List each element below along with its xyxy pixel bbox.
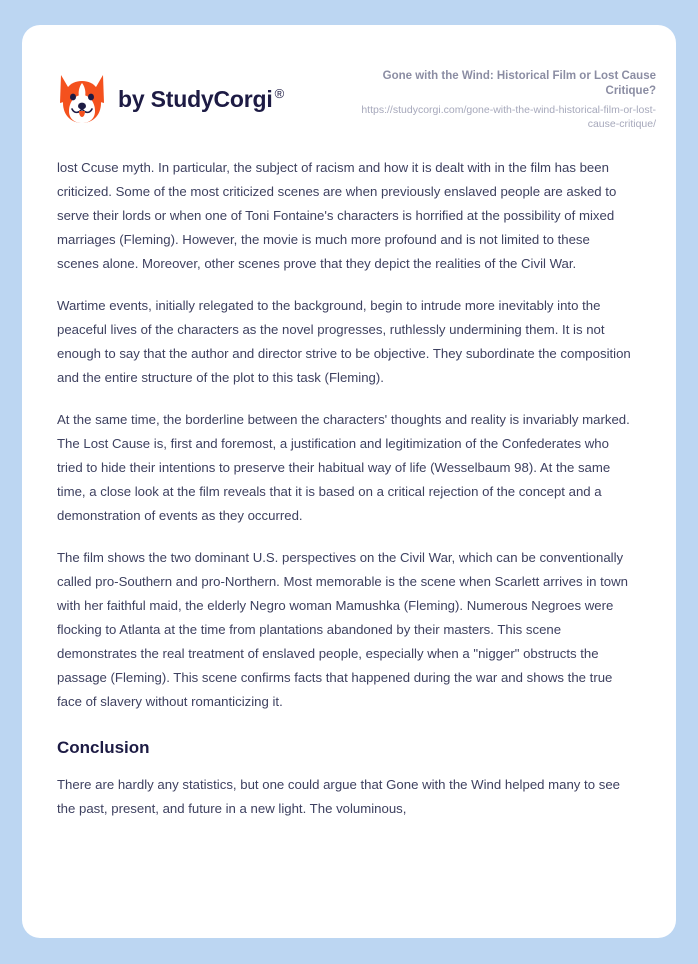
brand-name <box>118 86 284 113</box>
body-paragraph: At the same time, the borderline between the characters' thoughts and reality is invariably marked. The Lost Cause is, first and foremost, a justification and legitimization of the Confederates who tried to hide their intentions to preserve their habitual way of life (Wesselbaum 98). At the same time, a close look at the film reveals that it is based on a critical rejection of the concept and a demonstration of events as they occurred. <box>57 412 630 524</box>
document-source-url: https://studycorgi.com/gone-with-the-wind-historical-film-or-lost-cause-critique/ <box>361 104 656 131</box>
document-title: Gone with the Wind: Historical Film or Lost Cause Critique? <box>382 70 656 97</box>
document-header <box>22 25 676 132</box>
conclusion-heading: Conclusion <box>57 738 150 758</box>
body-paragraph: The film shows the two dominant U.S. perspectives on the Civil War, which can be conventionally called pro-Southern and pro-Northern. Most memorable is the scene when Scarlett arrives in town with her faithful maid, the elderly Negro woman Mamushka (Fleming). Numerous Negroes were flocking to Atlanta at the time from plantations abandoned by their masters. This scene demonstrates the real treatment of enslaved people, especially when a "nigger" obstructs the passage (Fleming). This scene confirms facts that happened during the war and shows the true face of slavery without romanticizing it. <box>57 550 628 710</box>
document-paper <box>22 25 676 938</box>
corgi-head-icon <box>57 73 107 125</box>
registered-trademark-icon: ® <box>274 85 284 101</box>
document-meta <box>346 65 656 132</box>
brand-name-text: by StudyCorgi <box>118 85 273 112</box>
body-paragraph: lost Ccuse myth. In particular, the subject of racism and how it is dealt with in the film has been criticized. Some of the most criticized scenes are when previously enslaved people are asked to serve their lords or when one of Toni Fontaine's characters is horrified at the possibility of mixed marriages (Fleming). However, the movie is much more profound and is not limited to these scenes alone. Moreover, other scenes prove that they depict the realities of the Civil War. <box>57 160 617 272</box>
conclusion-paragraph: There are hardly any statistics, but one could argue that Gone with the Wind helped many to see the past, present, and future in a new light. The voluminous, <box>57 776 620 816</box>
body-paragraph: Wartime events, initially relegated to the background, begin to intrude more inevitably into the peaceful lives of the characters as the novel progresses, ruthlessly undermining them. It is not enough to say that the author and director strive to be objective. They subordinate the composition and the entire structure of the plot to this task (Fleming). <box>57 298 631 386</box>
document-body <box>22 132 676 820</box>
brand-logo-block <box>57 65 284 125</box>
